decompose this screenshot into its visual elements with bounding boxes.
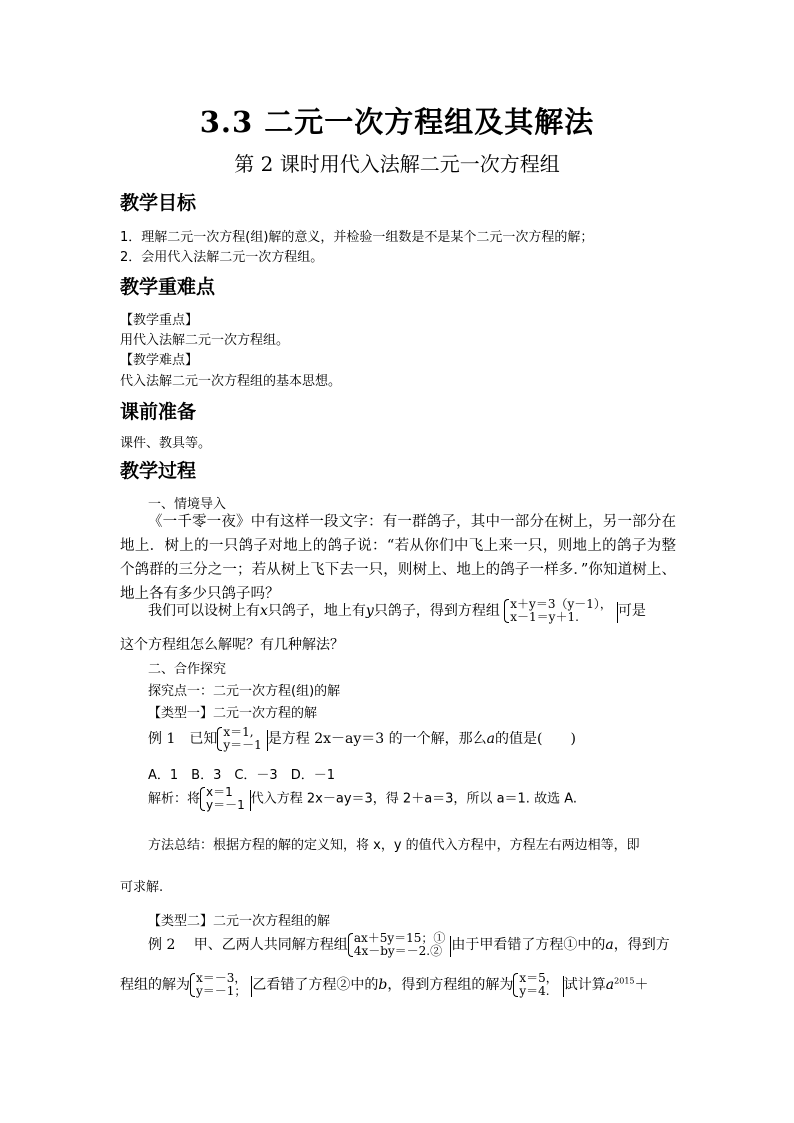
system-line: x＋y＝3（y－1）， <box>510 597 612 611</box>
system-line: y＝－1 <box>223 738 262 752</box>
system-line: y＝－1 <box>206 798 245 812</box>
solution-system <box>200 786 251 812</box>
power-base: a <box>605 977 615 993</box>
example-2-solution-a <box>190 972 252 998</box>
key-point-tag: 【教学重点】 <box>120 313 199 328</box>
solution-text-a: 解析：将 <box>148 791 201 807</box>
example-1-text-b: 是方程 2x－ay＝3 的一个解，那么 <box>267 731 487 747</box>
goal-item-1: 1．理解二元一次方程(组)解的意义，并检验一组数是不是某个二元一次方程的解； <box>120 230 594 245</box>
setup-paragraph <box>148 598 678 624</box>
heading-key-points: 教学重难点 <box>120 276 216 298</box>
system-line: x＝1, <box>223 725 254 739</box>
var-y: y <box>365 603 374 619</box>
example-1-text-a: 例 1 已知 <box>148 731 218 747</box>
equation-system-1 <box>504 598 618 624</box>
var-a: a <box>605 937 614 953</box>
heading-preparation: 课前准备 <box>120 401 197 423</box>
page-subtitle: 第 2 课时用代入法解二元一次方程组 <box>234 152 560 176</box>
goal-item-2: 2．会用代入法解二元一次方程组。 <box>120 250 324 265</box>
example-1-options: A．1 B．3 C．－3 D．－1 <box>148 768 335 783</box>
system-line: x＝1 <box>206 785 233 799</box>
method-summary-line-2: 可求解. <box>120 880 164 895</box>
example-2-line-2 <box>120 972 649 998</box>
example-2-text-b: 由于甲看错了方程①中的 <box>451 937 606 953</box>
var-x: x <box>260 603 268 619</box>
page-title: 3.3 二元一次方程组及其解法 <box>199 105 595 139</box>
key-point-text: 用代入法解二元一次方程组。 <box>120 333 290 348</box>
intro-paragraph: 《一千零一夜》中有这样一段文字：有一群鸽子，其中一部分在树上，另一部分在地上．树上的一只鸽子对地上的鸽子说：“若从你们中飞上来一只，则地上的鸽子为整个鸽群的三分之一；若从树上飞下去一只，则树上、地上的鸽子一样多．”你知道树上、地上各有多少只鸽子吗？ <box>120 514 676 602</box>
example-2-text-e: 乙看错了方程②中的 <box>252 977 379 993</box>
system-line: x＝－3， <box>196 971 247 985</box>
example-2-text-f: ，得到方程组的解为 <box>387 977 514 993</box>
setup-text-d: 可是 <box>617 603 646 619</box>
var-a: a <box>486 731 496 747</box>
example-2-solution-b <box>513 972 563 998</box>
example-1-text-c: 的值是( ) <box>495 731 576 747</box>
coop-title: 二、合作探究 <box>148 662 227 677</box>
solution-text-b: 代入方程 2x－ay＝3，得 2＋a＝3，所以 a＝1. 故选 A. <box>250 791 577 807</box>
explore-point-1: 探究点一：二元一次方程(组)的解 <box>148 684 341 699</box>
example-2-text-c: ，得到方 <box>613 937 670 953</box>
example-1 <box>148 726 576 752</box>
example-1-system <box>217 726 267 752</box>
example-2-text-h: ＋ <box>634 977 649 993</box>
setup-text-b: 只鸽子，地上有 <box>267 603 366 619</box>
type-1-label: 【类型一】二元一次方程的解 <box>148 706 318 721</box>
preparation-text: 课件、教具等。 <box>120 436 212 451</box>
difficulty-text: 代入法解二元一次方程组的基本思想。 <box>120 374 342 389</box>
var-b: b <box>378 977 388 993</box>
setup-text-a: 我们可以设树上有 <box>148 603 260 619</box>
setup-text-c: 只鸽子，得到方程组 <box>373 603 500 619</box>
example-2-system <box>348 932 452 958</box>
method-summary-line-1: 方法总结：根据方程的解的定义知，将 x，y 的值代入方程中，方程左右两边相等，即 <box>148 838 640 853</box>
example-2-text-d: 程组的解为 <box>120 977 190 993</box>
system-line: y＝－1； <box>196 984 247 998</box>
system-line: 4x－by＝－2.② <box>353 944 443 958</box>
example-1-solution <box>148 786 577 812</box>
type-2-label: 【类型二】二元一次方程组的解 <box>148 914 331 929</box>
system-line: ax＋5y＝15；① <box>353 931 446 945</box>
intro-title: 一、情境导入 <box>148 497 227 512</box>
heading-teaching-goals: 教学目标 <box>120 192 197 214</box>
system-line: x＝5， <box>519 971 558 985</box>
example-2-text-a: 例 2 甲、乙两人共同解方程组 <box>148 937 348 953</box>
heading-teaching-process: 教学过程 <box>120 460 197 482</box>
example-2-text-g: 试计算 <box>563 977 606 993</box>
system-line: x－1＝y＋1. <box>510 610 579 624</box>
difficulty-tag: 【教学难点】 <box>120 353 199 368</box>
example-2-line-1 <box>148 932 670 958</box>
setup-question: 这个方程组怎么解呢？有几种解法？ <box>120 637 344 653</box>
system-line: y＝4. <box>519 984 550 998</box>
power-exponent: 2015 <box>614 976 635 986</box>
